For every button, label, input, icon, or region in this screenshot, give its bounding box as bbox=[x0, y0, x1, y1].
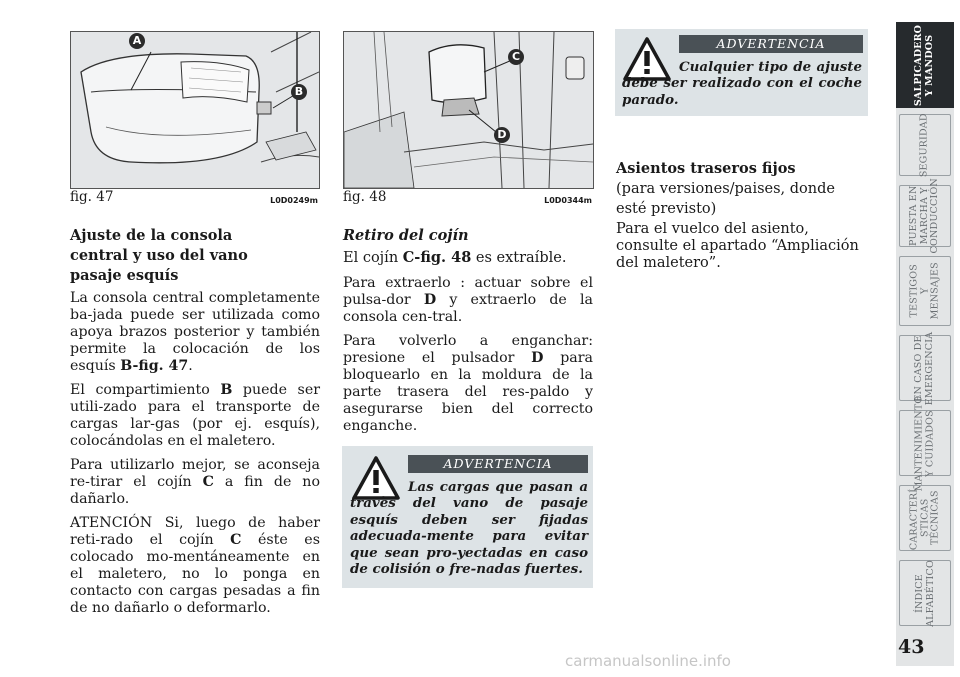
text: para bloquearlo en la moldura de la parte trasera del res-paldo y asegurarse bien del correcto enganche. bbox=[343, 350, 593, 434]
text: a fin de no dañarlo. bbox=[70, 474, 320, 507]
figure-48-label: fig. 48 bbox=[343, 189, 387, 205]
heading-line-3: pasaje esquís bbox=[70, 267, 179, 284]
tab-label: ÍNDICE ALFABÉTICO bbox=[913, 559, 936, 627]
figure-ref: C-fig. 48 bbox=[402, 249, 472, 266]
tab-label: MANTENIMIENTO Y CUIDADOS bbox=[913, 395, 936, 491]
figure-47-label: fig. 47 bbox=[70, 189, 114, 205]
heading-line-2: central y uso del vano bbox=[70, 247, 248, 264]
figure-48-caption bbox=[343, 189, 592, 205]
figure-ref: B-fig. 47 bbox=[120, 358, 189, 374]
tab-label: EN CASO DE EMERGENCIA bbox=[913, 331, 935, 405]
tab-label: TESTIGOS Y MENSAJES bbox=[908, 262, 941, 320]
marker-a-label: A bbox=[132, 34, 142, 47]
tab-indice[interactable] bbox=[896, 557, 954, 629]
subline: (para versiones/paises, donde esté previsto) bbox=[616, 181, 835, 217]
tab-puesta-en-marcha[interactable] bbox=[896, 178, 954, 254]
warning-text bbox=[350, 479, 588, 577]
ref: C bbox=[230, 532, 242, 548]
paragraph bbox=[70, 382, 320, 450]
marker-a bbox=[129, 33, 145, 49]
ref: B bbox=[220, 382, 233, 398]
tab-label: PUESTA EN MARCHA Y CONDUCCIÓN bbox=[908, 178, 941, 254]
figure-48-code: L0D0344m bbox=[544, 196, 592, 205]
section-heading: Asientos traseros fijos bbox=[616, 160, 796, 177]
paragraph: Para el vuelco del asiento, consulte el apartado “Ampliación del maletero”. bbox=[616, 221, 859, 271]
paragraph bbox=[70, 290, 320, 375]
tab-label: SALPICADERO Y MANDOS bbox=[913, 24, 935, 106]
text: puede ser utili-zado para el transporte de cargas lar-gas (por ej. esquís), colocándolas en el maletero. bbox=[70, 382, 321, 449]
figure-47-caption bbox=[70, 189, 318, 205]
text: Para extraerlo : actuar sobre el pulsa-dor bbox=[343, 275, 593, 308]
text: Para volverlo a enganchar: presione el pulsador bbox=[343, 333, 593, 366]
ref: D bbox=[531, 350, 544, 366]
text: La consola central completamente ba-jada puede ser utilizada como apoya brazos posterior y también permite la colocación de los esquís bbox=[70, 290, 320, 374]
warning-text bbox=[622, 59, 862, 108]
text: El cojín bbox=[343, 250, 403, 266]
text: éste es colocado mo-mentáneamente en el maletero, no lo ponga en contacto con cargas pesadas a fin de no dañarlo o deformarlo. bbox=[70, 532, 320, 616]
text: El compartimiento bbox=[70, 382, 221, 398]
marker-d-label: D bbox=[497, 128, 507, 141]
text: ATENCIÓN Si, luego de haber reti-rado el cojín bbox=[70, 515, 320, 548]
marker-d bbox=[494, 127, 510, 143]
warning-text-content: Cualquier tipo de ajuste debe ser realizado con el coche parado. bbox=[622, 59, 862, 108]
ref: C bbox=[202, 474, 214, 490]
paragraph bbox=[343, 333, 593, 435]
tab-label: SEGURIDAD bbox=[918, 113, 930, 177]
tab-label: CARACTERÍ- STICAS TÉCNICAS bbox=[908, 485, 941, 551]
warning-box-loads bbox=[342, 446, 593, 588]
warning-box-adjust bbox=[615, 29, 868, 116]
text: es extraíble. bbox=[471, 250, 567, 266]
marker-b bbox=[291, 84, 307, 100]
text: y extraerlo de la consola cen-tral. bbox=[343, 292, 593, 325]
warning-title: ADVERTENCIA bbox=[408, 455, 588, 473]
tab-emergencia[interactable] bbox=[896, 332, 954, 404]
figure-47-image bbox=[70, 31, 320, 189]
subheading: Retiro del cojín bbox=[343, 227, 469, 244]
paragraph bbox=[70, 515, 320, 617]
marker-c bbox=[508, 49, 524, 65]
marker-b-label: B bbox=[294, 85, 304, 98]
section-heading bbox=[70, 226, 320, 286]
paragraph bbox=[343, 248, 593, 268]
text: . bbox=[188, 358, 193, 374]
text: Para utilizarlo mejor, se aconseja re-tirar el cojín bbox=[70, 457, 320, 490]
tab-caracteristicas[interactable] bbox=[896, 482, 954, 554]
watermark: carmanualsonline.info bbox=[565, 652, 731, 670]
heading-line-1: Ajuste de la consola bbox=[70, 227, 233, 244]
column-3 bbox=[616, 159, 868, 279]
tab-testigos[interactable] bbox=[896, 253, 954, 329]
ref: D bbox=[423, 292, 437, 308]
figure-47-code: L0D0249m bbox=[270, 196, 318, 205]
page-number: 43 bbox=[898, 636, 925, 658]
tab-mantenimiento[interactable] bbox=[896, 395, 954, 491]
column-2 bbox=[343, 226, 593, 442]
paragraph bbox=[343, 275, 593, 326]
figure-48-image bbox=[343, 31, 594, 189]
column-1 bbox=[70, 226, 320, 624]
marker-c-label: C bbox=[511, 50, 521, 63]
tab-salpicadero[interactable] bbox=[896, 22, 954, 108]
warning-text-content: Las cargas que pasan a travès del vano de pasaje esquís deben ser fijadas adecuada-mente para evitar que sean pro-yectadas en caso de colisión o fre-nadas fuertes. bbox=[350, 479, 588, 578]
tab-seguridad[interactable] bbox=[896, 111, 954, 179]
warning-title: ADVERTENCIA bbox=[679, 35, 863, 53]
paragraph bbox=[70, 457, 320, 508]
